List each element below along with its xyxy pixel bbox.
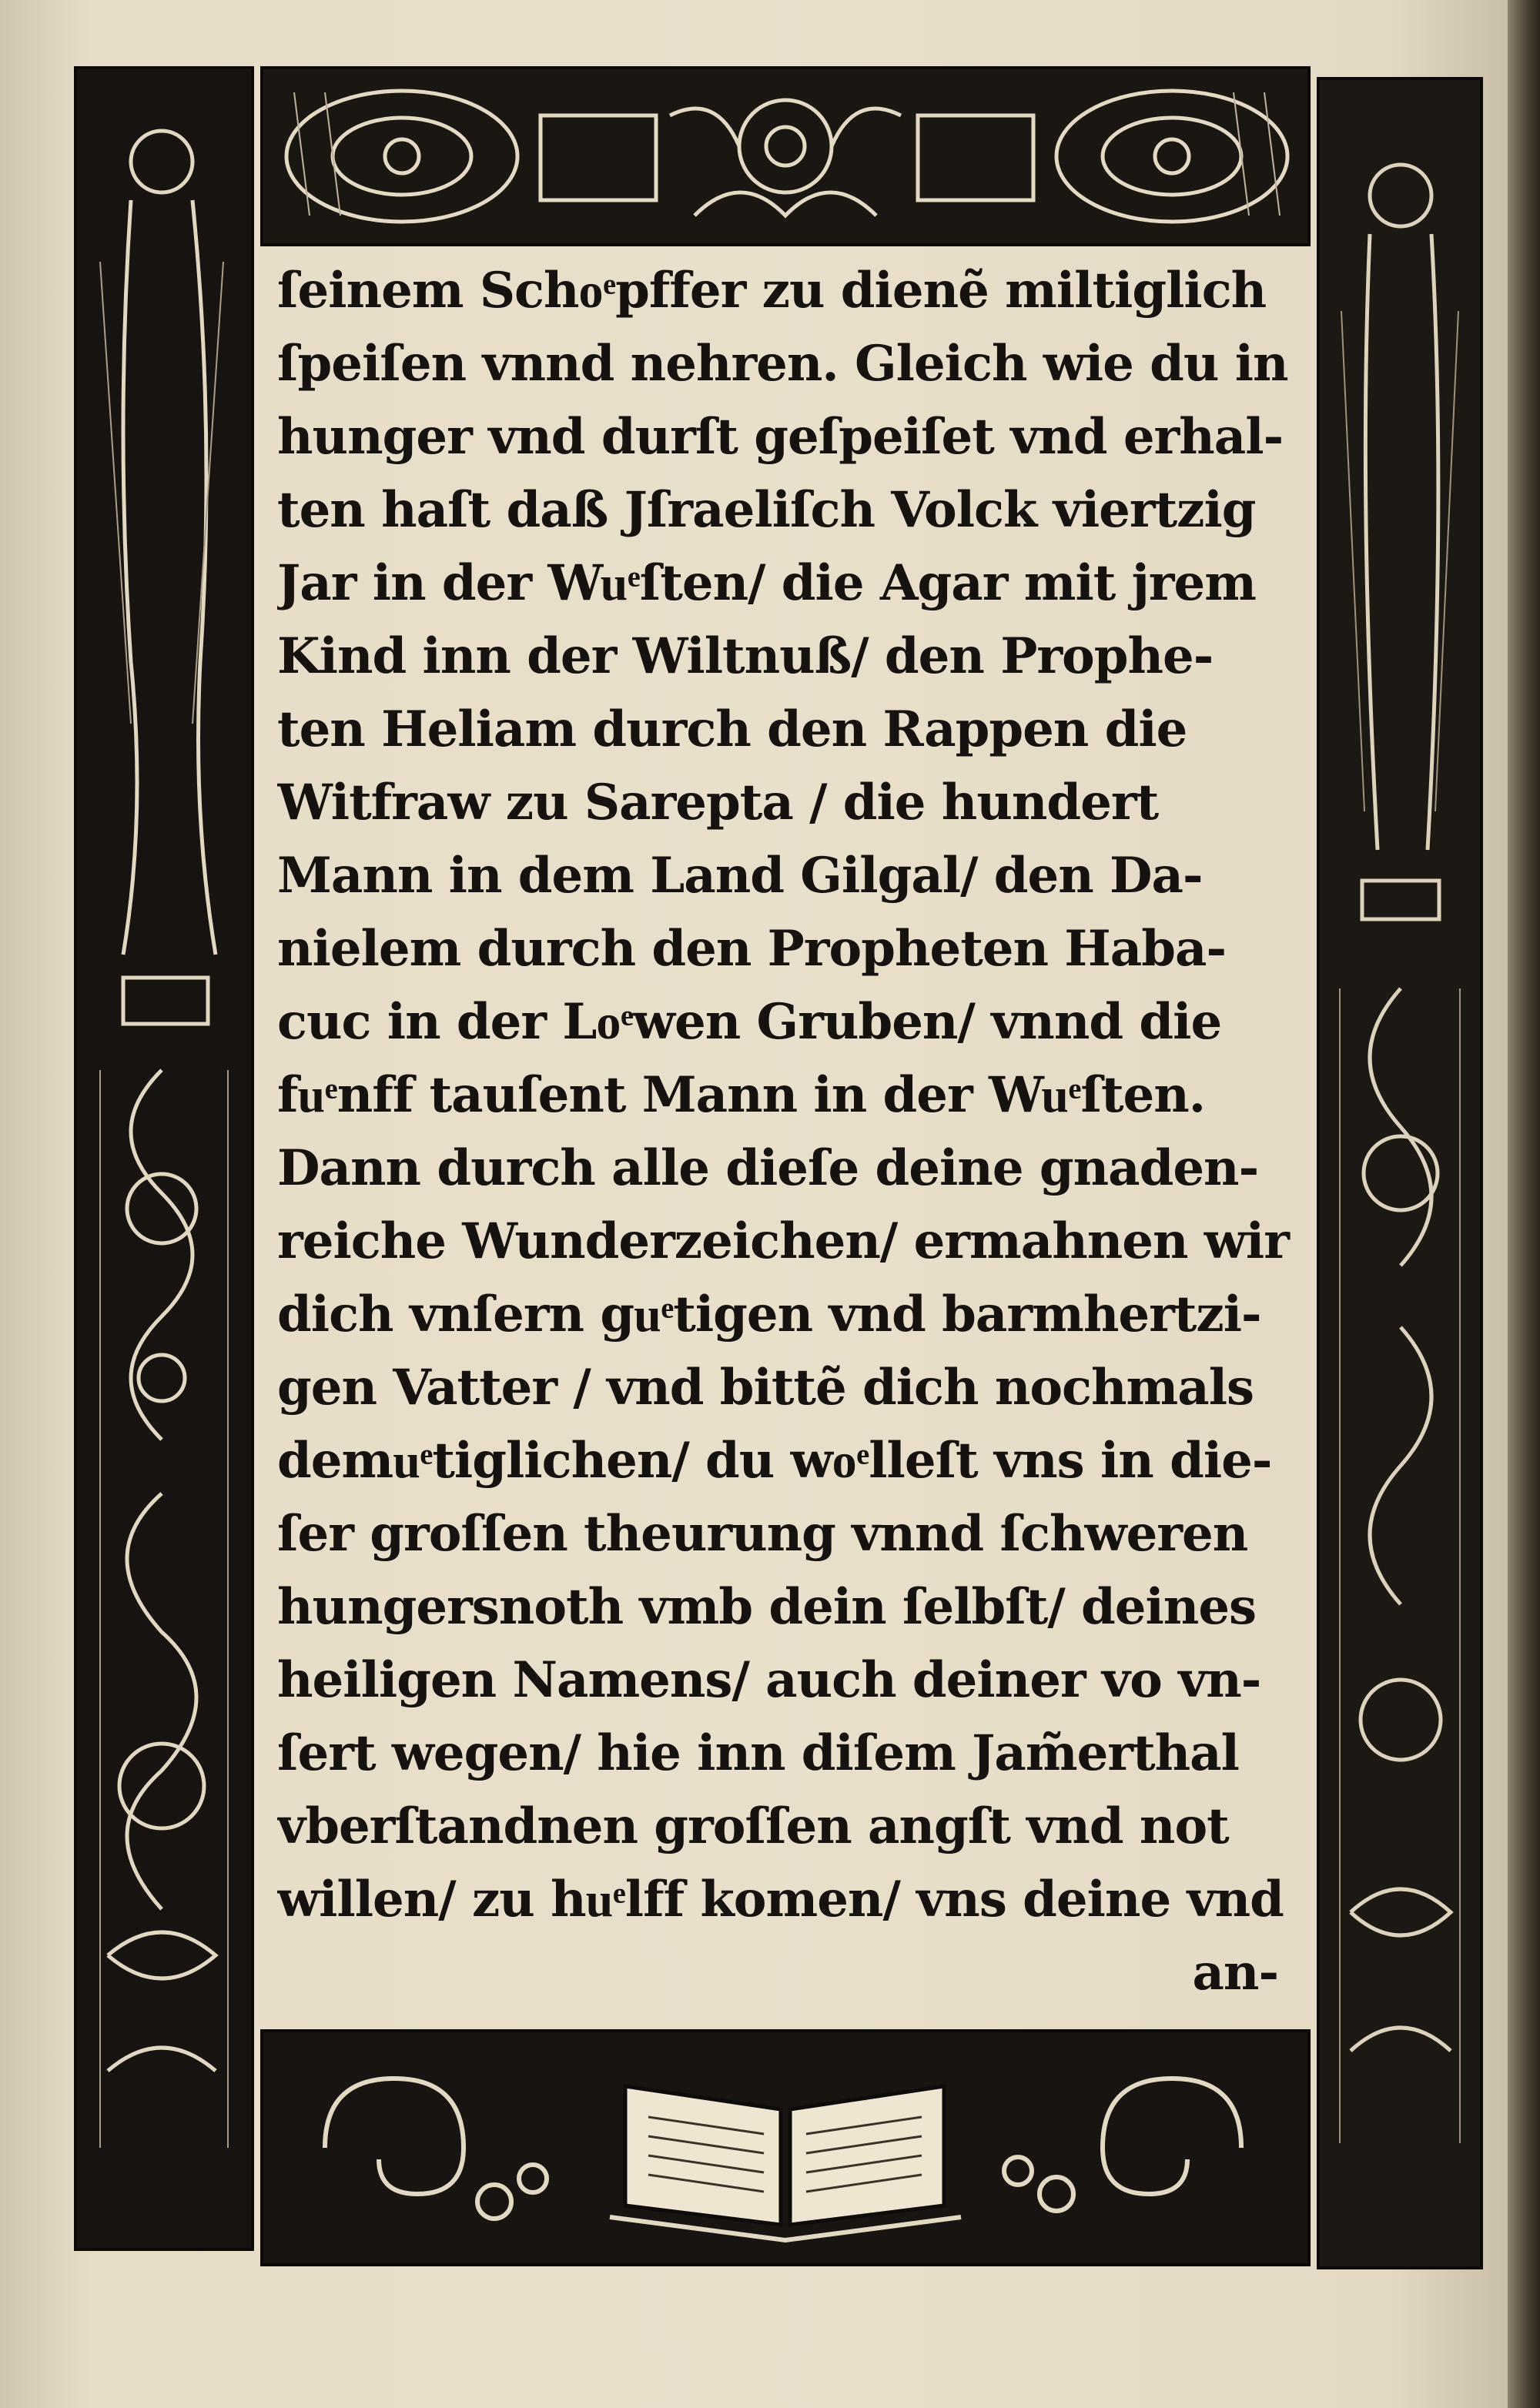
text-line: Kind inn der Wiltnuß/ den Prophe- — [277, 627, 1214, 685]
text-line: heiligen Namens/ auch deiner vo vn- — [277, 1651, 1261, 1709]
text-line: ten haſt daß Jſraeliſch Volck viertzig — [277, 481, 1256, 539]
text-line: ſpeiſen vnnd nehren. Gleich wie du in — [277, 335, 1288, 393]
catchword: an- — [1192, 1944, 1278, 2002]
text-line: ſert wegen/ hie inn diſem Jam̃erthal — [277, 1724, 1239, 1782]
text-line: gen Vatter / vnd bittẽ dich nochmals — [277, 1359, 1254, 1416]
printed-text-block — [277, 254, 1301, 2017]
text-line: ten Heliam durch den Rappen die — [277, 701, 1187, 758]
bottom-woodcut-band — [260, 2029, 1311, 2266]
text-line: Dann durch alle dieſe deine gnaden- — [277, 1139, 1259, 1197]
right-pillar-ornament — [1320, 80, 1480, 2266]
text-line: hungersnoth vmb dein ſelbſt/ deines — [277, 1578, 1257, 1636]
book-spine-edge — [1508, 0, 1540, 2408]
text-line: ſer groſſen theurung vnnd ſchweren — [277, 1505, 1248, 1563]
text-line: nielem durch den Propheten Haba- — [277, 920, 1226, 978]
text-line: demuͤtiglichen/ du woͤlleſt vns in die- — [277, 1432, 1272, 1490]
text-line: Mann in dem Land Gilgal/ den Da- — [277, 847, 1203, 905]
text-line: ſeinem Schoͤpffer zu dienẽ miltiglich — [277, 262, 1267, 319]
left-woodcut-pillar — [74, 66, 254, 2251]
text-line: cuc in der Loͤwen Gruben/ vnnd die — [277, 993, 1222, 1051]
top-band-ornament — [263, 69, 1307, 243]
top-woodcut-band — [260, 66, 1311, 246]
text-line: vberſtandnen groſſen angſt vnd not — [277, 1798, 1229, 1855]
text-line: fuͤnff tauſent Mann in der Wuͤſten. — [277, 1066, 1206, 1124]
text-line: willen/ zu huͤlff komen/ vns deine vnd — [277, 1871, 1284, 1928]
left-pillar-ornament — [77, 69, 251, 2248]
text-line: reiche Wunderzeichen/ ermahnen wir — [277, 1212, 1289, 1270]
text-line: dich vnſern guͤtigen vnd barmhertzi- — [277, 1286, 1261, 1343]
text-line: hunger vnd durſt geſpeiſet vnd erhal- — [277, 408, 1284, 466]
text-line: Jar in der Wuͤſten/ die Agar mit jrem — [277, 554, 1256, 612]
text-line: Witfraw zu Sarepta / die hundert — [277, 774, 1159, 831]
bottom-band-ornament — [263, 2032, 1307, 2263]
right-woodcut-pillar — [1317, 77, 1483, 2269]
